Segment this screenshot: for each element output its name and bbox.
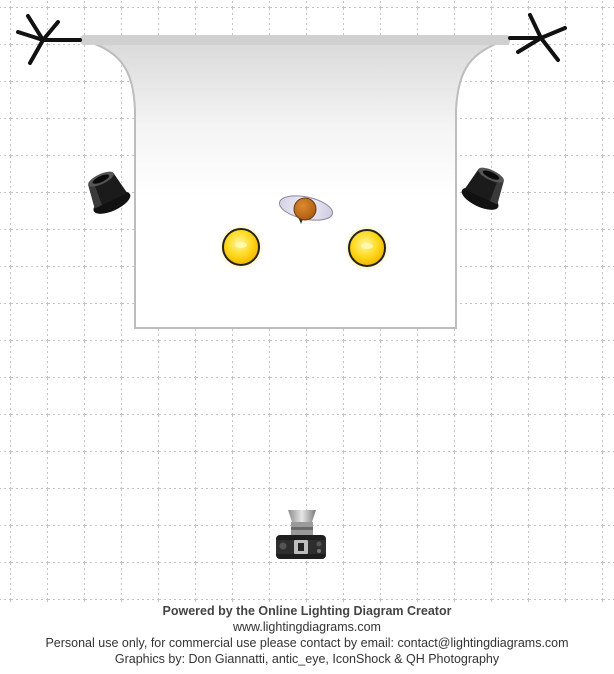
footer-usage-note: Personal use only, for commercial use please contact by email: contact@lightingdiagrams.com — [45, 636, 569, 650]
credits-footer — [0, 603, 614, 667]
gelled-light-icon — [218, 224, 264, 270]
paper-backdrop-icon — [84, 40, 506, 328]
footer-headline: Powered by the Online Lighting Diagram Creator — [162, 604, 452, 618]
footer-website: www.lightingdiagrams.com — [233, 620, 381, 634]
backdrop-pole — [80, 35, 510, 45]
gelled-light-icon — [344, 225, 390, 271]
footer-credits: Graphics by: Don Giannatti, antic_eye, IconShock & QH Photography — [114, 652, 500, 666]
